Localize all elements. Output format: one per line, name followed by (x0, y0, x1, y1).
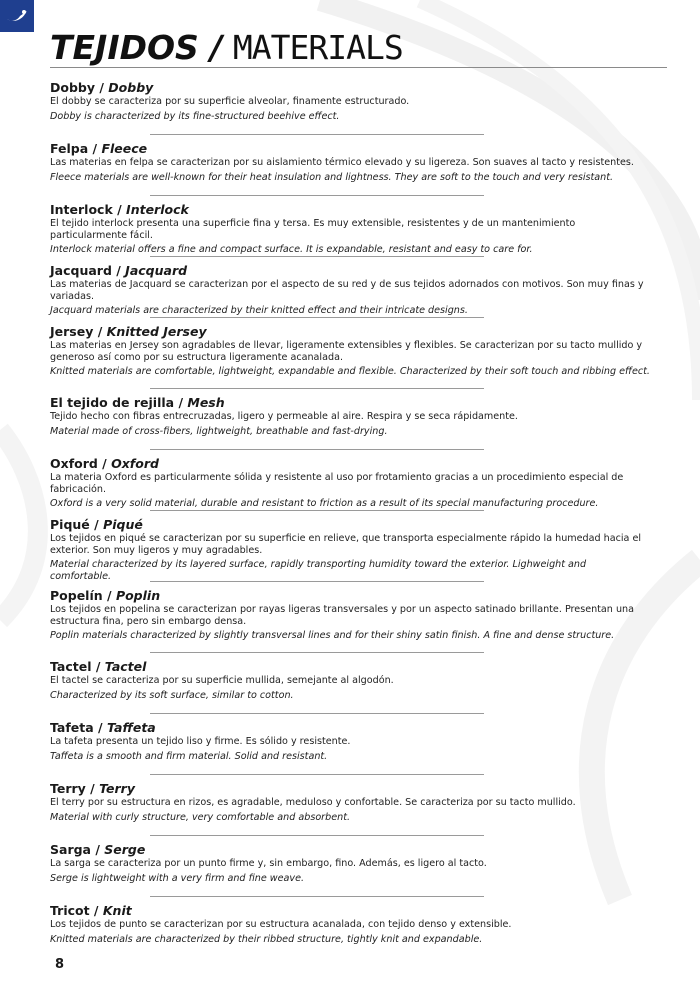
material-description-en: Characterized by its soft surface, similar to cotton. (50, 689, 294, 701)
material-description-es: Los tejidos en piqué se caracterizan por su superficie en relieve, que transporta especialmente rápido la humedad hacia el exterior. Son muy ligeros y muy agradables. (50, 533, 642, 556)
divider (150, 896, 484, 897)
material-description-en: Taffeta is a smooth and firm material. Solid and resistant. (50, 750, 328, 762)
material-description-es: Las materias de Jacquard se caracterizan por el aspecto de su red y de sus tejidos adornados con motivos. Son muy finas y variadas. (50, 279, 644, 302)
material-description-en: Oxford is a very solid material, durable and resistant to friction as a result of its special manufacturing procedure. (50, 498, 599, 509)
material-item (50, 720, 650, 781)
material-item (50, 202, 650, 263)
material-item (50, 80, 650, 141)
divider (150, 835, 484, 836)
material-item (50, 659, 650, 720)
material-title: Felpa / Fleece (50, 141, 148, 156)
material-description-en: Material made of cross-fibers, lightweight, breathable and fast-drying. (50, 425, 388, 437)
material-title: Terry / Terry (50, 781, 135, 796)
material-description-es: La materia Oxford es particularmente sólida y resistente al uso por frotamiento gracias a un procedimiento especial de fabricación. (50, 472, 624, 495)
material-description-en: Material with curly structure, very comfortable and absorbent. (50, 811, 351, 823)
material-description-en: Poplin materials characterized by slightly transversal lines and for their shiny satin finish. A fine and dense structure. (50, 630, 615, 641)
material-description-es: Las materias en Jersey son agradables de llevar, ligeramente extensibles y flexibles. Se caracterizan por su tacto mullido y generoso así como por su estructura ligeramente acanalada. (50, 340, 643, 363)
material-title: El tejido de rejilla / Mesh (50, 395, 225, 410)
materials-list (50, 80, 650, 964)
divider (150, 317, 484, 318)
material-title: Tricot / Knit (50, 903, 132, 918)
divider (150, 195, 484, 196)
material-title: Sarga / Serge (50, 842, 146, 857)
material-description-es: El tejido interlock presenta una superficie fina y tersa. Es muy extensible, resistentes y de un mantenimiento particularmente fácil. (50, 218, 576, 241)
divider (150, 510, 484, 511)
material-title: Jacquard / Jacquard (50, 263, 188, 278)
divider (150, 256, 484, 257)
material-description-en: Serge is lightweight with a very firm and fine weave. (50, 872, 305, 884)
material-description-es: Las materias en felpa se caracterizan por su aislamiento térmico elevado y su ligereza. Son suaves al tacto y resistentes. (50, 157, 634, 168)
material-title: Interlock / Interlock (50, 202, 189, 217)
material-description-es: Los tejidos de punto se caracterizan por su estructura acanalada, con tejido denso y extensible. (50, 919, 512, 930)
material-description-es: La tafeta presenta un tejido liso y firme. Es sólido y resistente. (50, 736, 351, 747)
material-description-en: Material characterized by its layered surface, rapidly transporting humidity toward the exterior. Lighweight and comfortable. (50, 559, 587, 582)
material-description-es: El tactel se caracteriza por su superficie mullida, semejante al algodón. (50, 675, 394, 686)
material-item (50, 517, 650, 588)
joma-logo-icon (5, 9, 29, 23)
material-description-es: Tejido hecho con fibras entrecruzadas, ligero y permeable al aire. Respira y se seca rápidamente. (50, 411, 518, 422)
material-item (50, 263, 650, 324)
material-description-en: Jacquard materials are characterized by their knitted effect and their intricate designs. (50, 305, 468, 316)
material-description-en: Fleece materials are well-known for their heat insulation and lightness. They are soft to the touch and very resistant. (50, 171, 614, 183)
material-title: Piqué / Piqué (50, 517, 143, 532)
page-title-es: TEJIDOS / (50, 28, 223, 67)
material-title: Jersey / Knitted Jersey (50, 324, 207, 339)
material-description-es: El dobby se caracteriza por su superficie alveolar, finamente estructurado. (50, 96, 410, 107)
material-description-es: Los tejidos en popelina se caracterizan por rayas ligeras transversales y por un aspecto satinado brillante. Presentan una estructura fina, pero sin embargo densa. (50, 604, 634, 627)
material-item (50, 842, 650, 903)
material-title: Dobby / Dobby (50, 80, 154, 95)
page-number: 8 (55, 957, 65, 972)
divider (150, 581, 484, 582)
brand-logo (0, 0, 34, 32)
material-item (50, 141, 650, 202)
divider (150, 713, 484, 714)
page-title-en: MATERIALS (232, 28, 403, 67)
divider (150, 774, 484, 775)
material-title: Tafeta / Taffeta (50, 720, 156, 735)
material-item (50, 324, 650, 395)
divider (150, 449, 484, 450)
material-item (50, 395, 650, 456)
material-description-en: Interlock material offers a fine and compact surface. It is expandable, resistant and easy to care for. (50, 244, 533, 255)
material-item (50, 588, 650, 659)
material-description-en: Dobby is characterized by its fine-structured beehive effect. (50, 110, 340, 122)
material-description-es: La sarga se caracteriza por un punto firme y, sin embargo, fino. Además, es ligero al tacto. (50, 858, 487, 869)
material-title: Tactel / Tactel (50, 659, 147, 674)
title-divider (50, 67, 667, 68)
material-title: Oxford / Oxford (50, 456, 159, 471)
material-item (50, 456, 650, 517)
page-title (50, 28, 403, 68)
material-title: Popelín / Poplin (50, 588, 161, 603)
material-item (50, 903, 650, 964)
divider (150, 388, 484, 389)
material-description-en: Knitted materials are comfortable, lightweight, expandable and flexible. Characterized by their soft touch and ribbing effect. (50, 366, 650, 377)
material-item (50, 781, 650, 842)
divider (150, 134, 484, 135)
divider (150, 652, 484, 653)
material-description-en: Knitted materials are characterized by their ribbed structure, tightly knit and expandable. (50, 933, 483, 945)
material-description-es: El terry por su estructura en rizos, es agradable, meduloso y confortable. Se caracteriza por su tacto mullido. (50, 797, 576, 808)
